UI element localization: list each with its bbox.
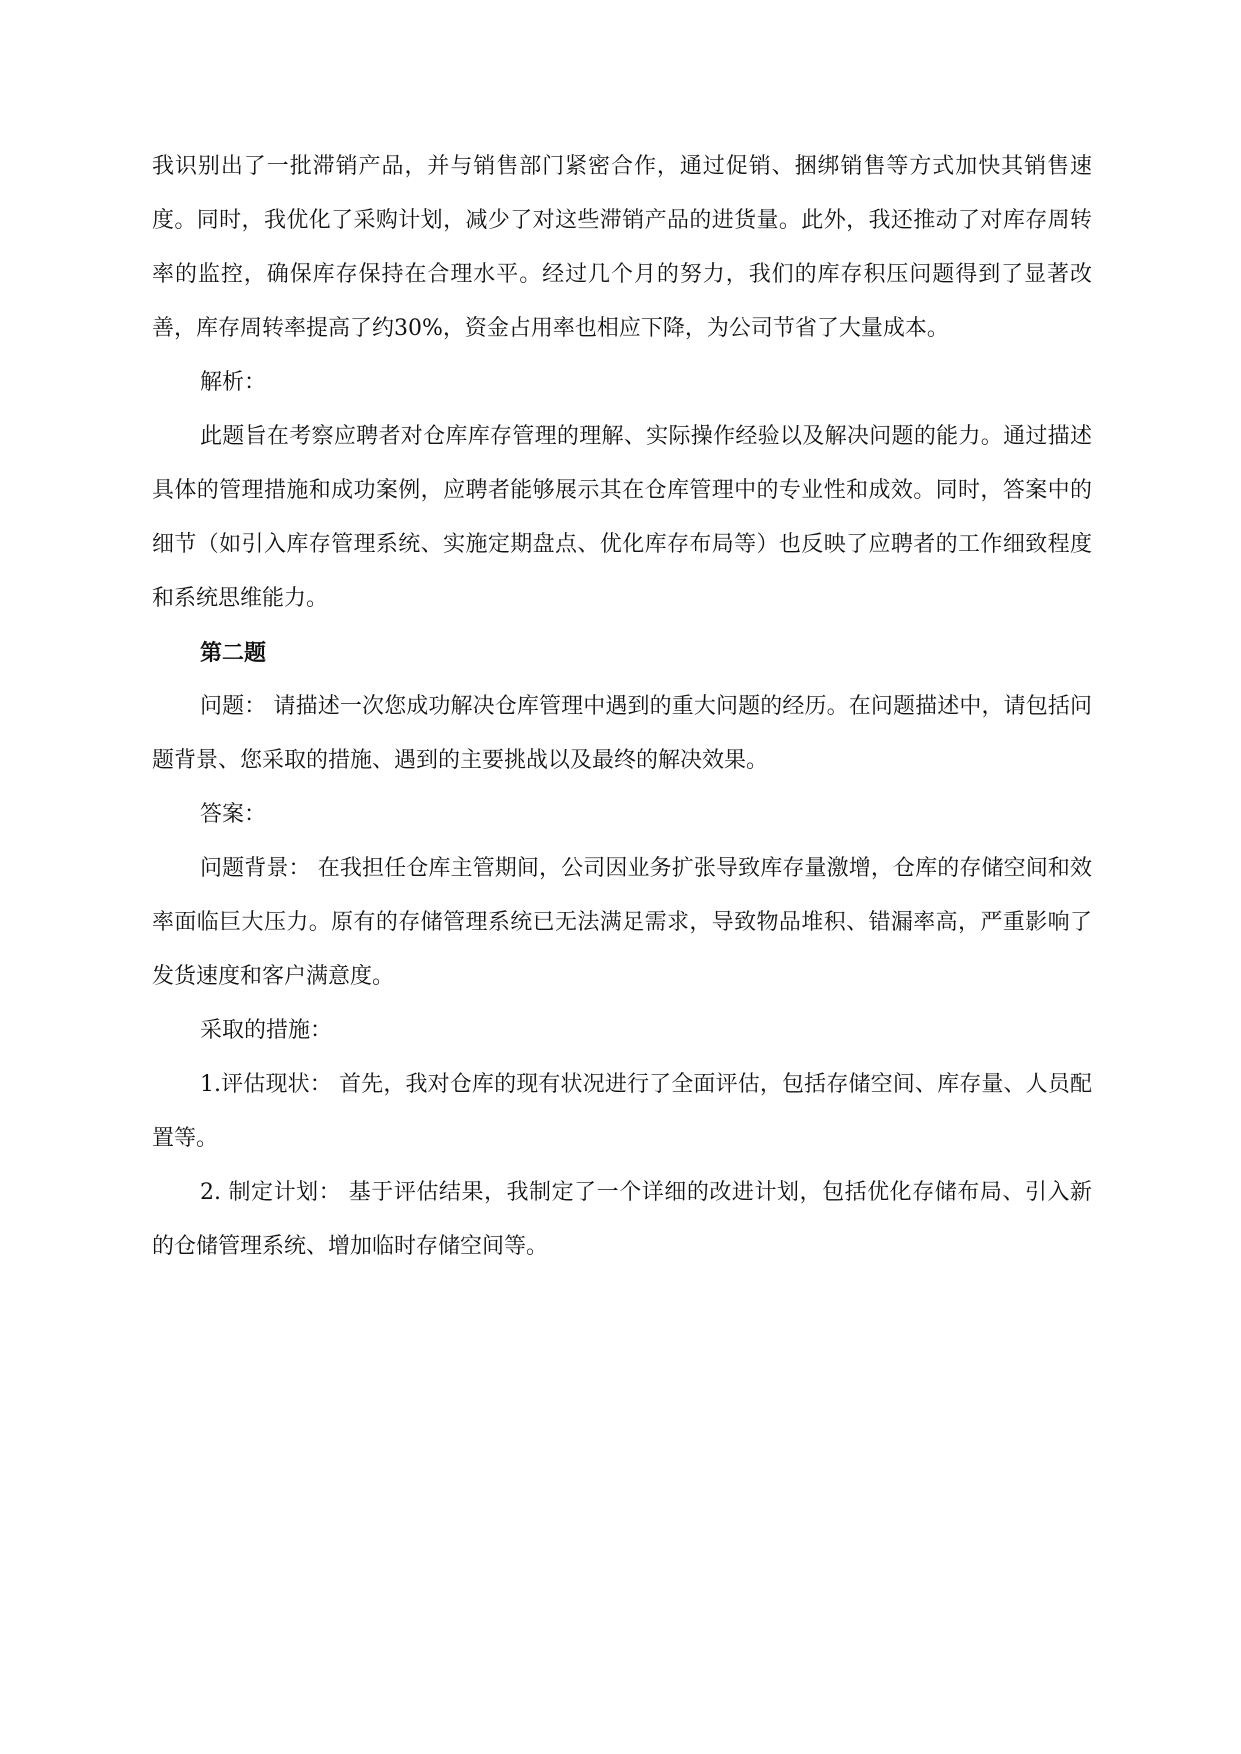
paragraph-step-assess: 1.评估现状： 首先，我对仓库的现有状况进行了全面评估，包括存储空间、库存量、人员配置等。: [152, 1072, 1092, 1151]
paragraph-slow-moving-inventory: 我识别出了一批滞销产品，并与销售部门紧密合作，通过促销、捆绑销售等方式加快其销售速度。同时，我优化了采购计划，减少了对这些滞销产品的进货量。此外，我还推动了对库存周转率的监控，确保库存保持在合理水平。经过几个月的努力，我们的库存积压问题得到了显著改善，库存周转率提高了约30%，资金占用率也相应下降，为公司节省了大量成本。: [152, 154, 1092, 341]
paragraph-analysis-text: 此题旨在考察应聘者对仓库库存管理的理解、实际操作经验以及解决问题的能力。通过描述具体的管理措施和成功案例，应聘者能够展示其在仓库管理中的专业性和成效。同时，答案中的细节（如引入库存管理系统、实施定期盘点、优化库存布局等）也反映了应聘者的工作细致程度和系统思维能力。: [152, 424, 1092, 611]
paragraph-problem-background: 问题背景： 在我担任仓库主管期间，公司因业务扩张导致库存量激增，仓库的存储空间和效率面临巨大压力。原有的存储管理系统已无法满足需求，导致物品堆积、错漏率高，严重影响了发货速度和客户满意度。: [152, 856, 1092, 989]
paragraph-step-plan: 2. 制定计划： 基于评估结果，我制定了一个详细的改进计划，包括优化存储布局、引入新的仓储管理系统、增加临时存储空间等。: [152, 1180, 1092, 1259]
section-heading-question-two: 第二题: [200, 640, 267, 666]
document-body: [152, 140, 1092, 1274]
paragraph-measures-label: 采取的措施：: [200, 1018, 333, 1043]
paragraph-analysis-label: 解析：: [200, 370, 267, 395]
paragraph-answer-label: 答案：: [200, 802, 267, 827]
paragraph-question: 问题： 请描述一次您成功解决仓库管理中遇到的重大问题的经历。在问题描述中，请包括问题背景、您采取的措施、遇到的主要挑战以及最终的解决效果。: [152, 694, 1092, 773]
